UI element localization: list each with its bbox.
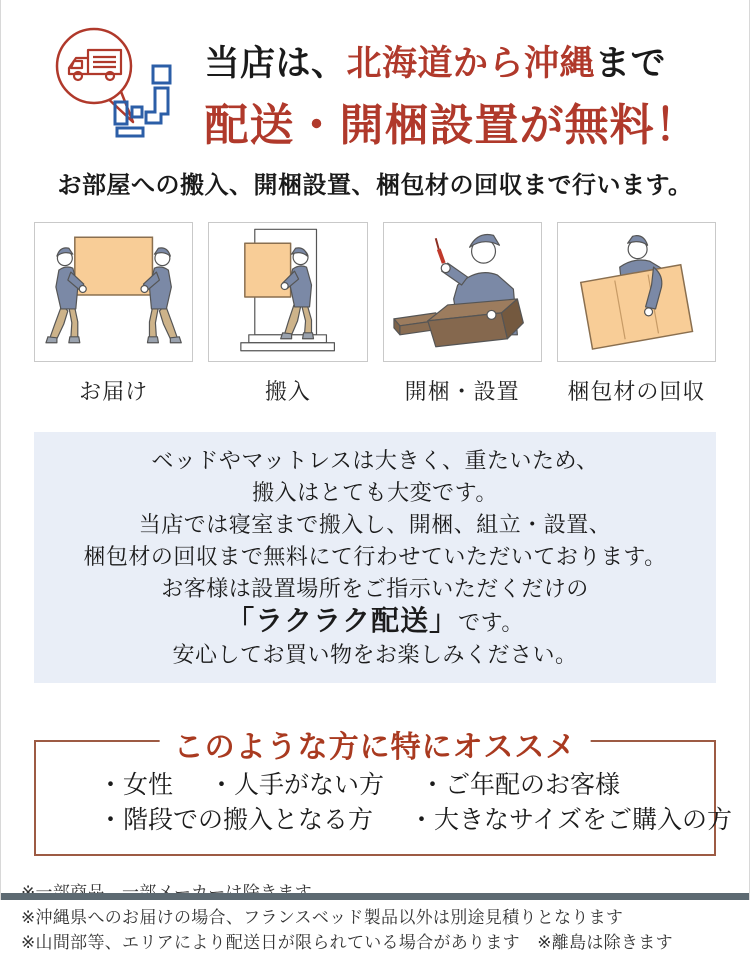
recommend-row-2 — [98, 803, 733, 838]
section-divider-bar — [1, 893, 749, 900]
info-line: 搬入はとても大変です。 — [252, 480, 498, 505]
step-carry-in-label: 搬入 — [264, 379, 311, 404]
footnote: ※沖縄県へのお届けの場合、フランスベッド製品以外は別途見積りとなります — [21, 908, 624, 927]
recommend-item: ・ご年配のお客様 — [420, 771, 621, 799]
info-line: 梱包材の回収まで無料にて行わせていただいております。 — [83, 544, 667, 569]
service-steps — [34, 222, 716, 406]
header-line1 — [205, 36, 700, 86]
footnote: ※山間部等、エリアにより配送日が限られている場合があります ※離島は除きます — [21, 933, 673, 952]
info-line: お客様は設置場所をご指示いただくだけの — [161, 576, 589, 601]
recommend-title: このような方に特にオススメ — [160, 722, 591, 766]
recommend-item: ・人手がない方 — [209, 771, 385, 799]
recommend-row-1 — [98, 768, 704, 803]
service-description-box — [34, 432, 716, 683]
info-line: ベッドやマットレスは大きく、重たいため、 — [151, 448, 599, 473]
step-delivery-label: お届け — [79, 379, 149, 404]
packaging-collection-illustration — [558, 223, 715, 361]
setup-panel — [383, 222, 542, 362]
recommend-item: ・大きなサイズをご購入の方 — [409, 806, 733, 834]
step-carry-in — [208, 222, 367, 406]
packaging-collection-panel — [557, 222, 716, 362]
step-packaging-collection — [557, 222, 716, 406]
step-delivery — [34, 222, 193, 406]
header-subtitle: お部屋への搬入、開梱設置、梱包材の回収まで行います。 — [57, 172, 693, 199]
recommend-item: ・女性 — [98, 771, 174, 799]
header-line1-highlight: 北海道から沖縄 — [346, 44, 596, 83]
step-packaging-collection-label: 梱包材の回収 — [567, 379, 706, 404]
header — [1, 0, 749, 153]
recommend-box — [34, 731, 733, 856]
footnotes — [21, 880, 749, 955]
step-setup-label: 開梱・設置 — [404, 379, 520, 404]
truck-japan-map-icon — [51, 26, 189, 144]
carry-in-illustration — [209, 223, 366, 361]
rakuraku-emphasis: 「ラクラク配送」 — [226, 605, 459, 636]
info-line-rakuraku — [42, 605, 708, 639]
delivery-illustration — [35, 223, 192, 361]
setup-illustration — [384, 223, 541, 361]
step-setup — [383, 222, 542, 406]
header-text — [205, 26, 700, 153]
header-line1-prefix: 当店は、 — [204, 44, 347, 83]
rakuraku-after: です。 — [458, 610, 524, 635]
recommend-item: ・階段での搬入となる方 — [98, 806, 374, 834]
info-line: 安心してお買い物をお楽しみください。 — [172, 642, 578, 667]
delivery-panel — [34, 222, 193, 362]
carry-in-panel — [208, 222, 367, 362]
header-line2: 配送・開梱設置が無料！ — [204, 101, 700, 150]
header-line1-suffix: まで — [595, 44, 667, 83]
info-line: 当店では寝室まで搬入し、開梱、組立・設置、 — [138, 512, 612, 537]
